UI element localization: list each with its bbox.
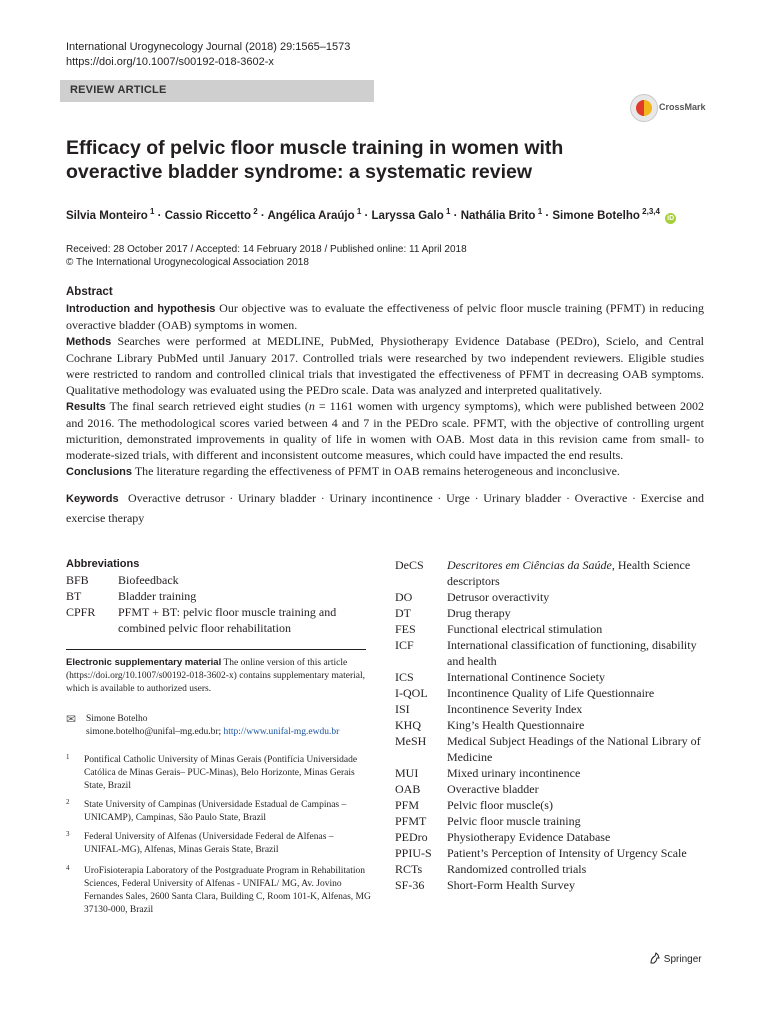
- methods-label: Methods: [66, 336, 112, 348]
- orcid-icon[interactable]: iD: [667, 215, 675, 222]
- abbreviation-row: [395, 701, 715, 717]
- affiliation-number: 1: [66, 753, 70, 761]
- crossmark-icon: [630, 94, 658, 122]
- abbr-value: PFMT + BT: pelvic floor muscle training and combined pelvic floor rehabilitation: [118, 605, 337, 635]
- author-affiliation: 1: [537, 207, 543, 216]
- esm-text: The online version of this article (https://doi.org/10.1007/s00192-018-3602-x) contains supplementary material, which is available to authorized users.: [66, 658, 366, 694]
- affiliation-number: 4: [66, 864, 70, 872]
- abbr-key: DO: [395, 590, 413, 604]
- affiliation-number: 3: [66, 830, 70, 838]
- abbr-value: Overactive bladder: [447, 782, 539, 796]
- springer-horse-icon: [649, 952, 661, 964]
- abstract-section: [66, 285, 704, 480]
- abbr-value: International Continence Society: [447, 670, 605, 684]
- affiliation: [66, 799, 371, 825]
- abstract-intro: [66, 300, 704, 333]
- abbr-value: Biofeedback: [118, 573, 179, 587]
- abbr-key: BFB: [66, 573, 89, 587]
- doi-link[interactable]: https://doi.org/10.1007/s00192-018-3602-x: [66, 56, 274, 68]
- abbr-key: CPFR: [66, 605, 96, 619]
- abbr-value: Drug therapy: [447, 606, 511, 620]
- abbreviation-row: [395, 669, 715, 685]
- abbreviation-row: [395, 717, 715, 733]
- corresponding-contact: [86, 726, 339, 739]
- abbr-key: DeCS: [395, 558, 424, 572]
- affiliation-text: State University of Campinas (Universidade Estadual de Campinas – UNICAMP), Campinas, São Paulo State, Brazil: [84, 800, 347, 823]
- abbr-value: Pelvic floor muscle training: [447, 814, 581, 828]
- abbreviation-row: [395, 685, 715, 701]
- abbr-key: I-QOL: [395, 686, 428, 700]
- abbreviation-row: [66, 604, 374, 636]
- abbr-value: Incontinence Quality of Life Questionnaire: [447, 686, 655, 700]
- intro-label: Introduction and hypothesis: [66, 303, 216, 315]
- abbreviation-row: [395, 829, 715, 845]
- abbreviation-row: [395, 589, 715, 605]
- abbr-key: PEDro: [395, 830, 428, 844]
- esm-label: Electronic supplementary material: [66, 657, 222, 668]
- abbreviation-row: [395, 765, 715, 781]
- affiliation-text: Federal University of Alfenas (Universidade Federal de Alfenas – UNIFAL-MG), Alfenas, Minas Gerais State, Brazil: [84, 832, 334, 855]
- abbr-value: Pelvic floor muscle(s): [447, 798, 553, 812]
- results-text-post: = 1161 women with urgency symptoms), which were published between 2002 and 2016. The methodological scores varied between 4 and 7 in the PEDro scale. PFMT, with the objective of controlling urgent micturition, demonstrated improvements in quality of life in women with OAB. Most data in this revision came from small- to moderate-sized trials, with different and inconsistent outcome measures, which could have impacted the end results.: [66, 399, 704, 462]
- abbr-value: Physiotherapy Evidence Database: [447, 830, 611, 844]
- affiliation-text: Pontifical Catholic University of Minas Gerais (Pontifícia Universidade Católica de Minas Gerais– PUC-Minas), Belo Horizonte, Minas Gerais State, Brazil: [84, 755, 358, 791]
- author-affiliation: 1: [446, 207, 451, 216]
- abbr-value: Short-Form Health Survey: [447, 878, 575, 892]
- abbr-key: ICS: [395, 670, 414, 684]
- abbreviation-row: [395, 733, 715, 765]
- conclusions-text: The literature regarding the effectiveness of PFMT in OAB remains heterogeneous and inconclusive.: [134, 464, 620, 478]
- abbr-key: MeSH: [395, 734, 427, 748]
- abbreviation-row: [66, 572, 374, 588]
- abstract-heading: Abstract: [66, 286, 113, 298]
- keywords-text: Overactive detrusor · Urinary bladder · Urinary incontinence · Urge · Urinary bladder · Overactive · Exercise and exercise therapy: [66, 491, 705, 525]
- methods-text: Searches were performed at MEDLINE, PubMed, Physiotherapy Evidence Database (PEDro), Scielo, and Central Cochrane Library PubMed until January 2017. Controlled trials were researched by two independent reviewers. Eligible studies were restricted to random and controlled clinical trials that investigated the effectiveness of PFMT in decreasing OAB symptoms. Qualitative methodology was evaluated using the PEDro scale. Data was analyzed and interpreted qualitatively.: [66, 334, 705, 397]
- abbreviation-row: [395, 861, 715, 877]
- author-name[interactable]: Silvia Monteiro: [66, 210, 148, 222]
- abbreviation-row: [66, 588, 374, 604]
- abbreviations-left: [66, 556, 374, 636]
- envelope-icon: ✉: [66, 712, 77, 726]
- abbr-key: ISI: [395, 702, 410, 716]
- author-list: Silvia Monteiro $^1$ · Cassio Riccetto $^2$ · Angélica Araújo $^1$ · Laryssa Galo $^1$ · Nathália Brito $^1$ · Simone Botelho $^{2,3,4}$ iD: [66, 207, 675, 222]
- publisher-logo: [649, 952, 702, 965]
- publisher-name: Springer: [663, 954, 702, 965]
- abbr-value: Patient’s Perception of Intensity of Urgency Scale: [447, 846, 687, 860]
- affiliation-number: 2: [66, 798, 70, 806]
- affiliation: [66, 754, 371, 793]
- keywords-label: Keywords: [66, 493, 119, 505]
- author-affiliation: 2,3,4: [642, 207, 660, 216]
- author-name[interactable]: Laryssa Galo: [371, 210, 444, 222]
- abbr-key: PFM: [395, 798, 420, 812]
- abbr-value: Detrusor overactivity: [447, 590, 550, 604]
- abbreviations-heading: Abbreviations: [66, 558, 140, 570]
- results-n: n: [308, 399, 315, 413]
- abbr-value-italic: Descritores em Ciências da Saúde: [447, 558, 612, 572]
- author-name[interactable]: Angélica Araújo: [267, 210, 355, 222]
- website-link[interactable]: http://www.unifal-mg.ewdu.br: [223, 727, 340, 737]
- abbr-value: Incontinence Severity Index: [447, 702, 583, 716]
- abbreviation-row: [395, 637, 715, 669]
- results-text-pre: The final search retrieved eight studies (: [109, 399, 309, 413]
- footnote-divider: [66, 649, 366, 650]
- abstract-methods: [66, 333, 704, 398]
- abbr-key: BT: [66, 589, 82, 603]
- abbr-value: Medical Subject Headings of the National Library of Medicine: [447, 734, 701, 764]
- abbreviation-row: [395, 781, 715, 797]
- abbr-key: KHQ: [395, 718, 421, 732]
- abbr-key: DT: [395, 606, 411, 620]
- abbreviation-row: [395, 621, 715, 637]
- abbr-value: Randomized controlled trials: [447, 862, 587, 876]
- results-label: Results: [66, 401, 106, 413]
- abbr-value: Bladder training: [118, 589, 197, 603]
- article-type-label: REVIEW ARTICLE: [70, 84, 167, 96]
- abbr-value: [447, 557, 715, 589]
- abbr-key: FES: [395, 622, 416, 636]
- abbreviation-row: [395, 797, 715, 813]
- abbr-key: PFMT: [395, 814, 427, 828]
- corresponding-author: Simone Botelho: [86, 714, 148, 724]
- abstract-conclusions: [66, 463, 704, 480]
- author-name[interactable]: Simone Botelho: [552, 210, 640, 222]
- abbr-key: RCTs: [395, 862, 423, 876]
- keywords: [66, 489, 704, 528]
- abbr-value: Functional electrical stimulation: [447, 622, 603, 636]
- abbreviation-row: [395, 845, 715, 861]
- abbreviations-right: [395, 557, 715, 893]
- abbreviation-row: [395, 877, 715, 893]
- publication-dates: Received: 28 October 2017 / Accepted: 14 February 2018 / Published online: 11 April 2018: [66, 244, 467, 255]
- abbr-key: MUI: [395, 766, 419, 780]
- abbreviation-row: [395, 813, 715, 829]
- author-name[interactable]: Nathália Brito: [460, 210, 536, 222]
- abbr-value-rest: , Health Science descriptors: [447, 558, 691, 588]
- abbr-key: ICF: [395, 638, 414, 652]
- abstract-results: [66, 398, 704, 463]
- abbr-value: International classification of functioning, disability and health: [447, 638, 697, 668]
- article-title: Efficacy of pelvic floor muscle training in women with overactive bladder syndrome: a systematic review: [66, 137, 564, 183]
- affiliation-text: UroFisioterapia Laboratory of the Postgraduate Program in Rehabilitation Sciences, Federal University of Alfenas - UNIFAL/ MG, Av. Jovino Fernandes Sales, 2600 Santa Clara, Building C, Room 101-K, Alfenas, MG 37130-000, Brazil: [84, 866, 371, 915]
- conclusions-label: Conclusions: [66, 466, 133, 478]
- abbr-value: King’s Health Questionnaire: [447, 718, 585, 732]
- affiliation: [66, 831, 371, 857]
- journal-citation: International Urogynecology Journal (2018) 29:1565–1573: [66, 41, 351, 53]
- abbreviation-row: [395, 557, 715, 589]
- abbr-key: PPIU-S: [395, 846, 432, 860]
- abbr-key: OAB: [395, 782, 421, 796]
- email-link[interactable]: simone.botelho@unifal–mg.edu.br;: [86, 727, 224, 737]
- article-type-banner: [60, 80, 374, 102]
- author-affiliation: 2: [253, 207, 258, 216]
- author-name[interactable]: Cassio Riccetto: [164, 210, 251, 222]
- intro-text: Our objective was to evaluate the effectiveness of pelvic floor muscle training (PFMT) in reducing overactive bladder (OAB) symptoms in women.: [66, 301, 705, 332]
- abbr-value: Mixed urinary incontinence: [447, 766, 581, 780]
- abbr-key: SF-36: [395, 878, 425, 892]
- affiliation: [66, 865, 371, 917]
- copyright-notice: © The International Urogynecological Association 2018: [66, 257, 309, 268]
- author-affiliation: 1: [150, 207, 155, 216]
- abbreviation-row: [395, 605, 715, 621]
- author-affiliation: 1: [356, 207, 362, 216]
- supplementary-material-note: [66, 656, 366, 696]
- crossmark-label: CrossMark: [659, 102, 706, 112]
